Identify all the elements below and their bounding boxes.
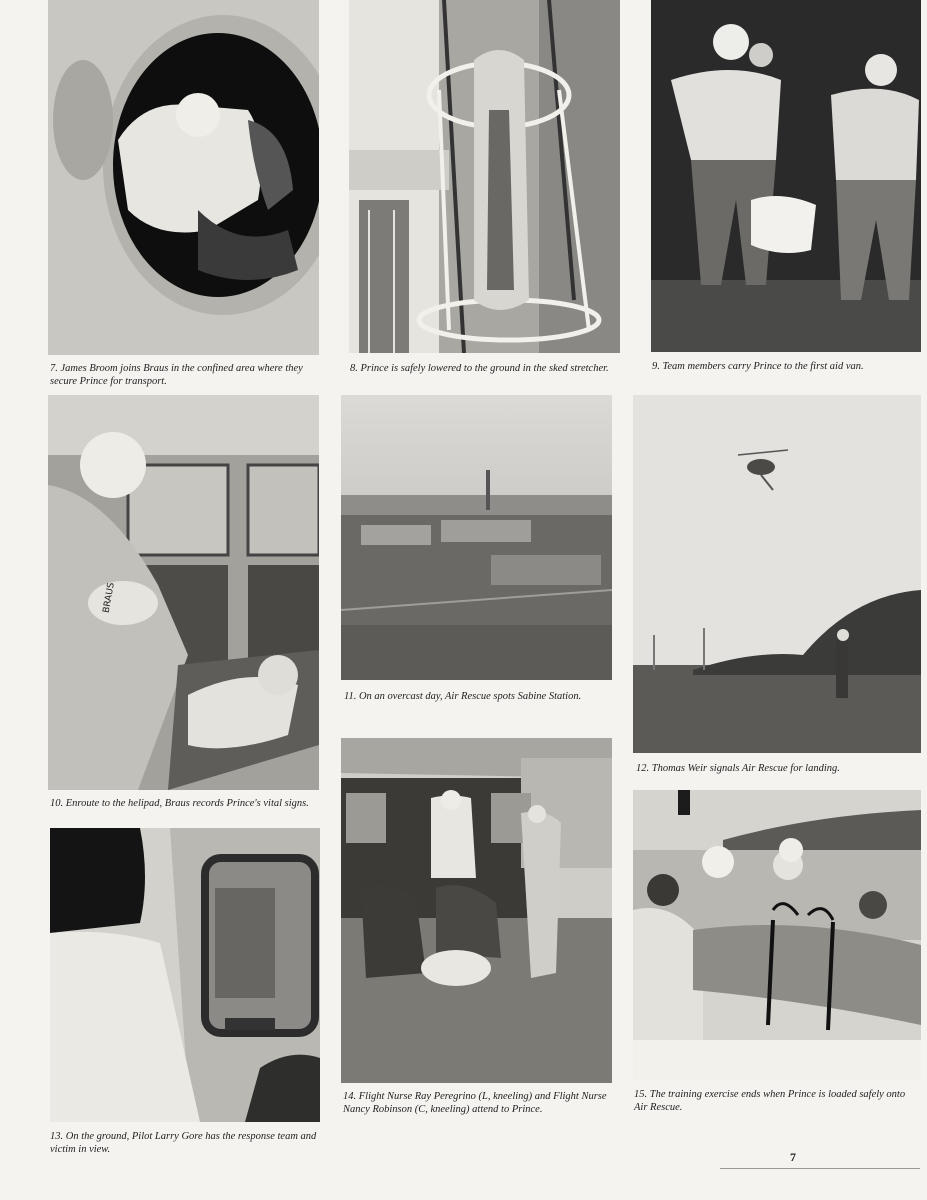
photo-10-inside-van: [48, 395, 319, 790]
caption-7: 7. James Broom joins Braus in the confined area where they secure Prince for transport.: [50, 363, 303, 387]
photo-7-confined-space: [48, 0, 319, 355]
photo-11-aerial-view: [341, 395, 612, 680]
helmet-label: BRAUS: [101, 581, 117, 614]
photo-12-helicopter-landing: [633, 395, 921, 753]
footer-rule: [720, 1168, 920, 1169]
photo-14-nurses-attending: [341, 738, 612, 1083]
caption-11: 11. On an overcast day, Air Rescue spots Sabine Station.: [344, 691, 582, 702]
photo-13-pilot-view: [50, 828, 320, 1122]
photo-9-team-carrying: [651, 0, 921, 352]
caption-14: 14. Flight Nurse Ray Peregrino (L, kneeling) and Flight Nurse Nancy Robinson (C, kneeling) attend to Prince.: [343, 1091, 607, 1115]
caption-12: 12. Thomas Weir signals Air Rescue for landing.: [636, 763, 840, 774]
caption-13: 13. On the ground, Pilot Larry Gore has the response team and victim in view.: [50, 1131, 317, 1155]
photo-8-stretcher-lowered: [349, 0, 620, 353]
photo-15-loading-aircraft: [633, 790, 921, 1080]
caption-15: 15. The training exercise ends when Prince is loaded safely onto Air Rescue.: [634, 1089, 906, 1113]
caption-10: 10. Enroute to the helipad, Braus records Prince's vital signs.: [50, 798, 309, 809]
caption-8: 8. Prince is safely lowered to the ground in the sked stretcher.: [350, 363, 609, 374]
caption-9: 9. Team members carry Prince to the first aid van.: [652, 361, 864, 372]
page-number: 7: [790, 1150, 796, 1164]
